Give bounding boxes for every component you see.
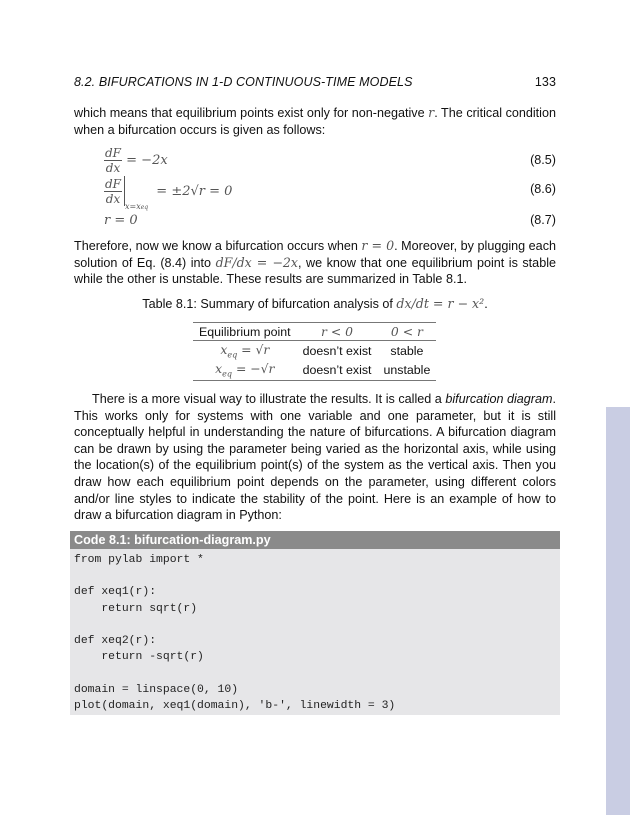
code-listing <box>70 549 560 715</box>
code-line: return -sqrt(r) <box>74 651 204 664</box>
paragraph-2-math-1: r = 0 <box>361 238 395 253</box>
code-line: plot(domain, xeq1(domain), 'b-', linewidth = 3) <box>74 699 396 712</box>
summary-table <box>193 322 436 381</box>
equation-8-5 <box>74 146 556 175</box>
eq3-number: (8.7) <box>530 213 556 227</box>
table-cell: stable <box>390 343 424 358</box>
eq2-denominator: dx <box>105 191 121 206</box>
code-line: def xeq1(r): <box>74 586 157 599</box>
table-header: 0 < r <box>390 324 423 339</box>
eq1-number: (8.5) <box>530 153 556 167</box>
chapter-title: 8.2. BIFURCATIONS IN 1-D CONTINUOUS-TIME MODELS <box>74 75 413 89</box>
table-cell: doesn’t exist <box>302 363 372 378</box>
eq2-rhs: = ±2√r = 0 <box>156 183 233 199</box>
table-cell-point: $x_{eq} = √r$ <box>220 342 270 360</box>
equation-8-7 <box>74 213 556 231</box>
paragraph-1-text-a: which means that equilibrium points exist only for non-negative <box>74 106 429 120</box>
paragraph-2: Therefore, now we know a bifurcation occurs when r = 0. Moreover, by plugging each solution of Eq. (8.4) into dF/dx = −2x, we know that one equilibrium point is stable while the other is unstable. These results are summarized in Table 8.1. <box>74 238 556 287</box>
eq1-denominator: dx <box>105 161 121 175</box>
code-line <box>74 617 556 633</box>
page-number: 133 <box>534 75 556 89</box>
paragraph-1-math: r <box>428 105 435 120</box>
code-line: domain = linspace(0, 10) <box>74 683 239 696</box>
table-cell: doesn’t exist <box>302 343 372 358</box>
eq2-eval-subscript: x=xeq <box>125 201 149 211</box>
code-line: def xeq2(r): <box>74 634 157 647</box>
table-row <box>193 360 436 380</box>
paragraph-1 <box>74 105 556 138</box>
code-line <box>74 568 556 584</box>
paragraph-2-math-2: dF/dx = −2x <box>215 254 299 270</box>
eq1-numerator: dF <box>105 146 122 160</box>
eq2-numerator: dF <box>105 176 122 191</box>
table-header: r < 0 <box>321 324 354 339</box>
code-line: from pylab import * <box>74 554 204 566</box>
table-cell: unstable <box>383 363 431 378</box>
code-listing-title: Code 8.1: bifurcation-diagram.py <box>70 531 560 549</box>
table-header-row <box>193 323 436 341</box>
paragraph-1-text-b: . The critical condition when a bifurcation occurs is given as follows: <box>74 106 556 137</box>
table-cell-point: $x_{eq} = -√r$ <box>215 361 275 379</box>
emphasis-term: bifurcation diagram <box>445 392 553 406</box>
chapter-thumb-tab <box>606 407 630 815</box>
equation-8-6 <box>74 176 556 211</box>
code-line: return sqrt(r) <box>74 602 198 615</box>
eq2-fraction <box>104 177 122 206</box>
eq1-fraction <box>104 146 122 175</box>
table-row <box>193 341 436 361</box>
table-header: Equilibrium point <box>199 324 291 339</box>
eq3-lhs: r = 0 <box>104 213 138 228</box>
paragraph-3: There is a more visual way to illustrate the results. It is called a bifurcation diagram. This works only for systems with one variable and one parameter, but it is still conceptually helpful in understanding the nature of bifurcations. A bifurcation diagram can be drawn by using the parameter being varied as the horizontal axis, while using the location(s) of the equilibrium point(s) of the system as the vertical axis. Then you draw how each equilibrium point depends on the parameter, using different colors and/or line styles to indicate the stability of the point. Here is an example of how to draw a bifurcation diagram in Python: <box>74 392 556 523</box>
code-line <box>74 665 556 681</box>
table-caption-math: dx/dt = r − x² <box>396 296 485 311</box>
running-header <box>74 75 556 91</box>
eq2-number: (8.6) <box>530 182 556 196</box>
eq1-rhs: = −2x <box>126 153 168 168</box>
table-caption: Table 8.1: Summary of bifurcation analysis of dx/dt = r − x². <box>142 296 488 311</box>
